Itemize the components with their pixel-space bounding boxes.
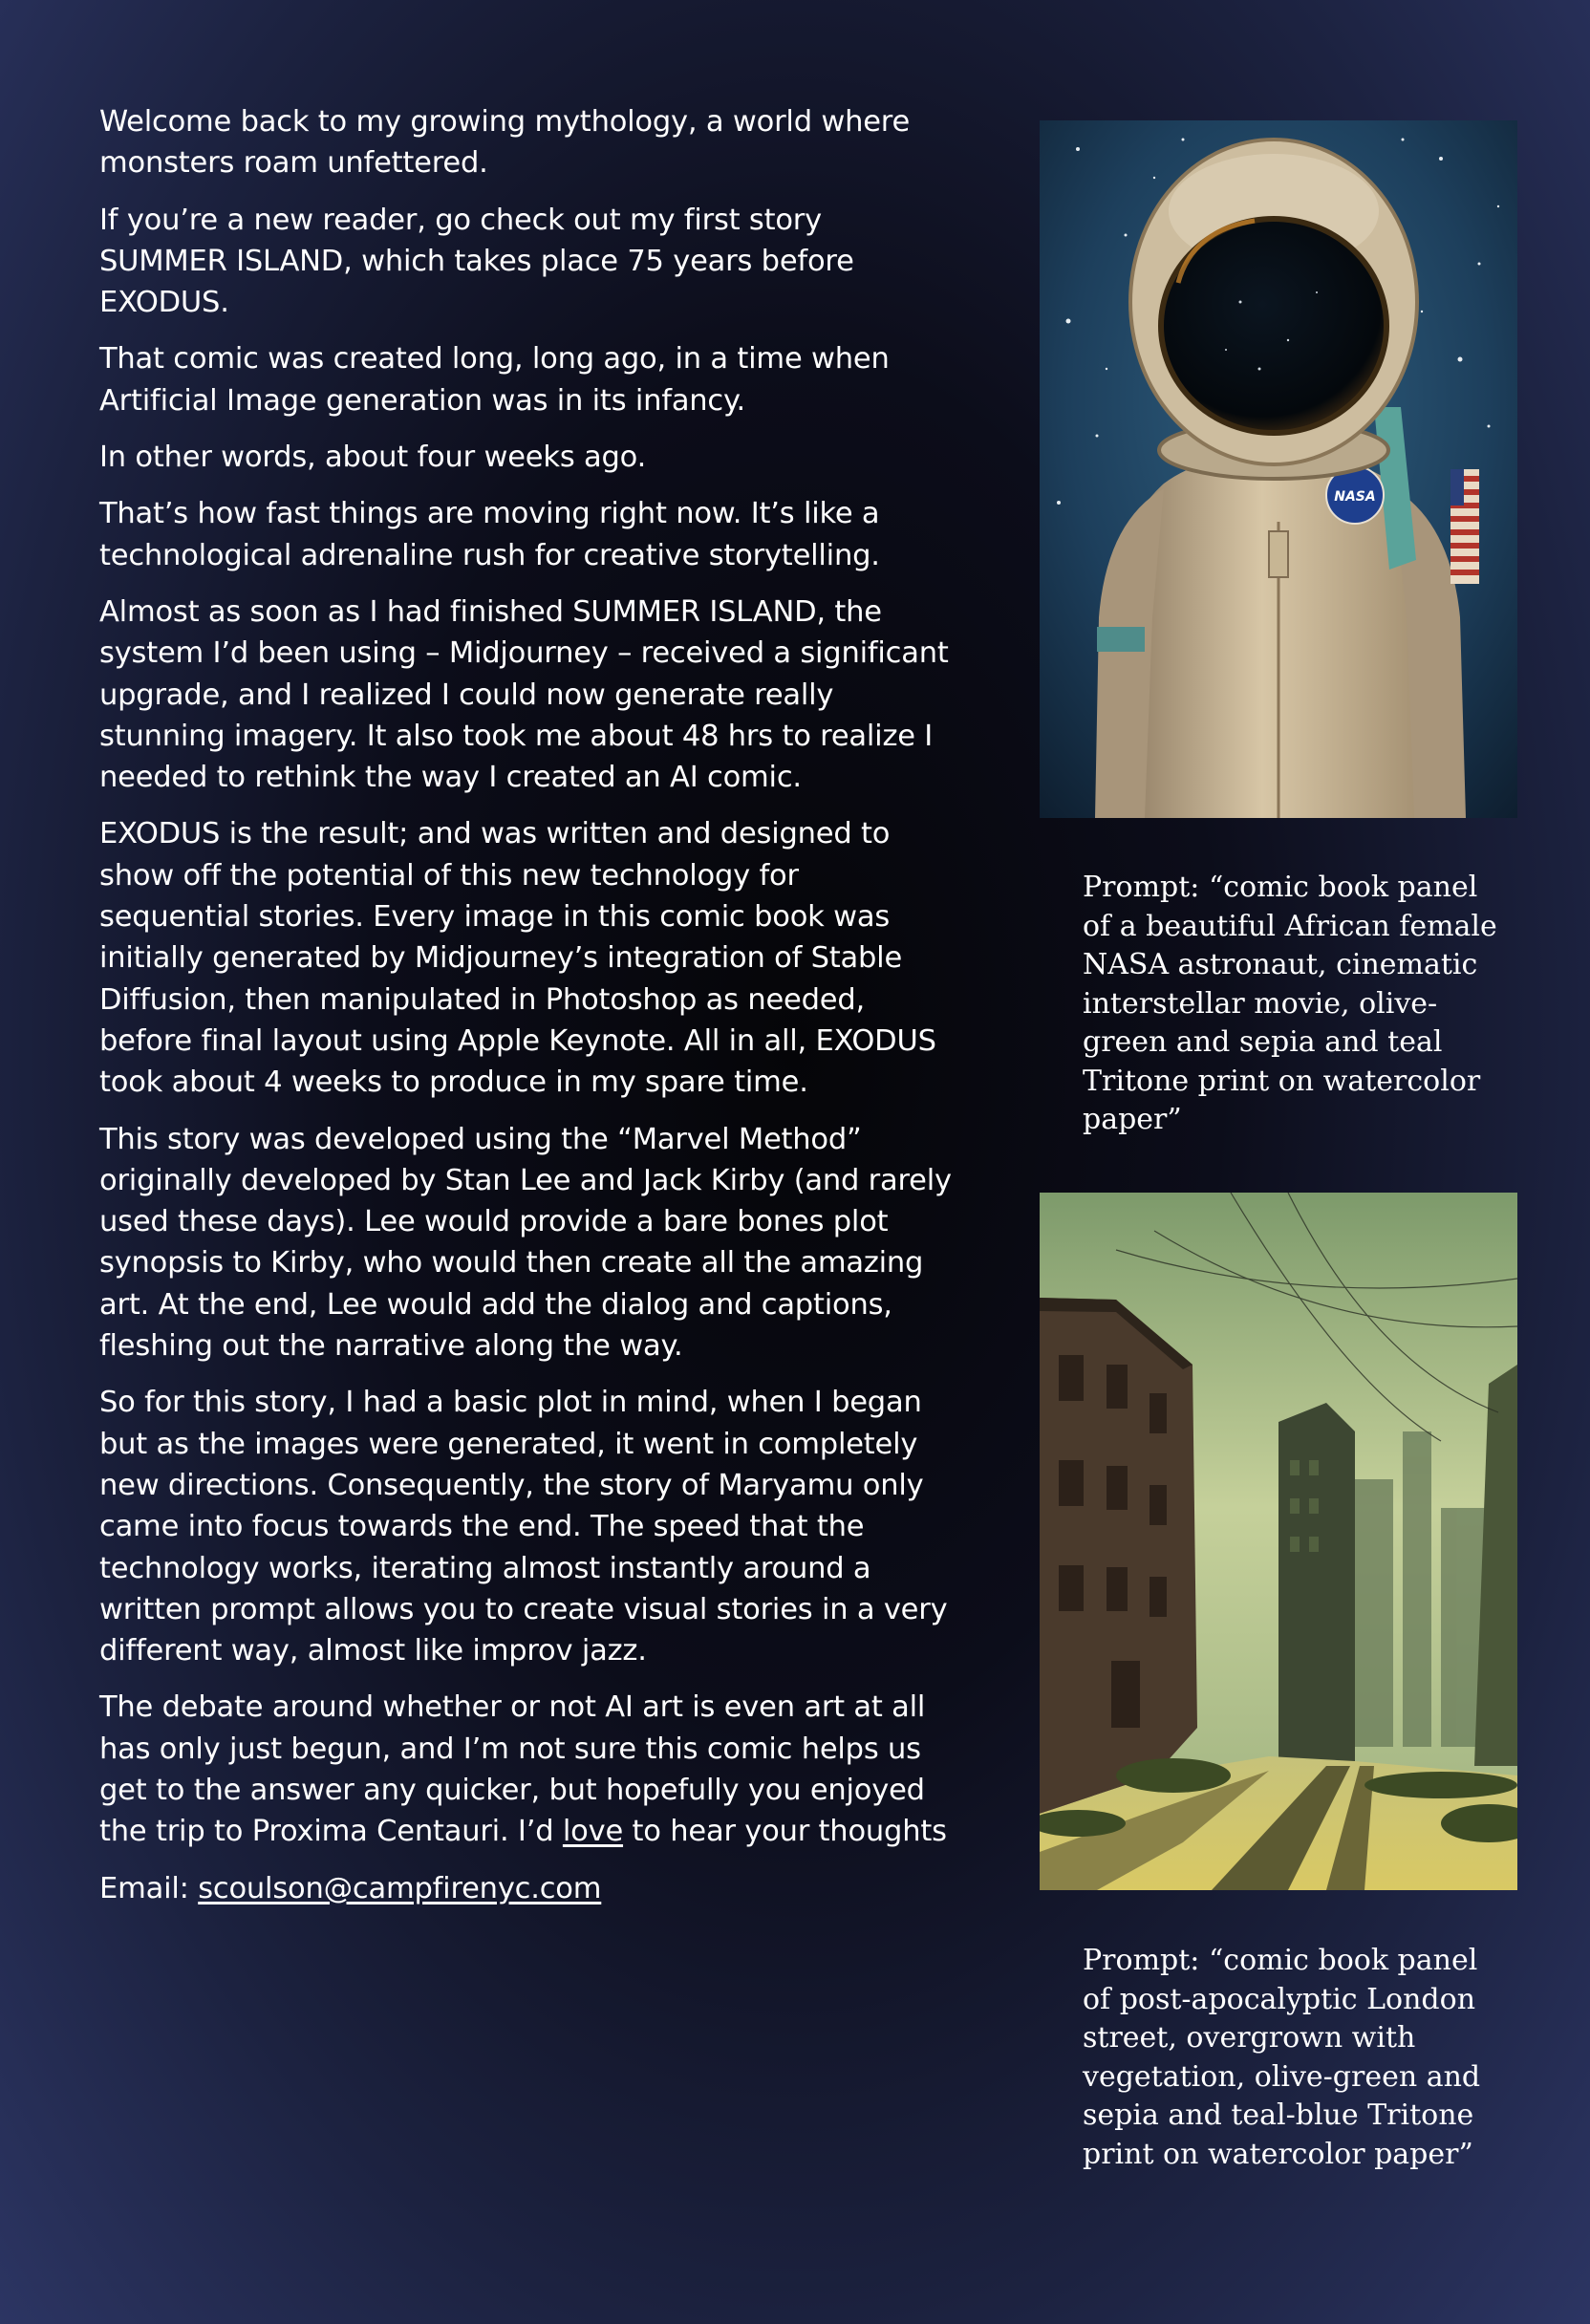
emphasis-love: love — [562, 1815, 624, 1849]
email-link[interactable]: scoulson@campfirenyc.com — [198, 1871, 602, 1905]
closing-paragraph — [99, 1687, 952, 1852]
paragraph: That comic was created long, long ago, in a time when Artificial Image generation was in its infancy. — [99, 342, 890, 418]
paragraph: EXODUS is the result; and was written and designed to show off the potential of this new technology for sequential stories. Every image in this comic book was initially generated by Midjourney’s integration of Stable Diffusion, then manipulated in Photoshop as needed, before final layout using Apple Keynote. All in all, EXODUS took about 4 weeks to produce in my spare time. — [99, 817, 936, 1100]
figure-caption: Prompt: “comic book panel of a beautiful African female NASA astronaut, cinematic interstellar movie, olive-green and sepia and teal Tritone print on watercolor paper” — [1083, 871, 1497, 1136]
email-line — [99, 1868, 952, 1909]
paragraph: That’s how fast things are moving right now. It’s like a technological adrenaline rush for creative storytelling. — [99, 497, 880, 572]
paragraph: If you’re a new reader, go check out my first story SUMMER ISLAND, which takes place 75 years before EXODUS. — [99, 203, 854, 320]
closing-text-end: to hear your thoughts — [623, 1815, 947, 1849]
paragraph: So for this story, I had a basic plot in mind, when I began but as the images were generated, it went in completely new directions. Consequently, the story of Maryamu only came into focus towards the end. The speed that the technology works, iterating almost instantly around a written prompt allows you to create visual stories in a very different way, almost like improv jazz. — [99, 1386, 948, 1668]
email-label: Email: — [99, 1871, 199, 1905]
article-body — [99, 101, 952, 1925]
astronaut-illustration — [1040, 120, 1517, 818]
paragraph: Welcome back to my growing mythology, a world where monsters roam unfettered. — [99, 105, 911, 181]
closing-text-start: The debate around whether or not AI art is even art at all has only just begun, and I’m not sure this comic helps us get to the answer any quicker, but hopefully you enjoyed the trip to Proxima Centauri. I’d — [99, 1690, 926, 1849]
nasa-badge-text: NASA — [1334, 489, 1376, 505]
city-street-illustration — [1040, 1193, 1517, 1890]
figure-caption: Prompt: “comic book panel of post-apocalyptic London street, overgrown with vegetation, olive-green and sepia and teal-blue Tritone print on watercolor paper” — [1083, 1944, 1481, 2171]
paragraph: This story was developed using the “Marvel Method” originally developed by Stan Lee and Jack Kirby (and rarely used these days). Lee would provide a bare bones plot synopsis to Kirby, who would then create all the amazing art. At the end, Lee would add the dialog and captions, fleshing out the narrative along the way. — [99, 1122, 952, 1364]
paragraph: In other words, about four weeks ago. — [99, 441, 647, 475]
paragraph: Almost as soon as I had finished SUMMER ISLAND, the system I’d been using – Midjourney – received a significant upgrade, and I realized I could now generate really stunning imagery. It also took me about 48 hrs to realize I needed to rethink the way I created an AI comic. — [99, 594, 949, 795]
